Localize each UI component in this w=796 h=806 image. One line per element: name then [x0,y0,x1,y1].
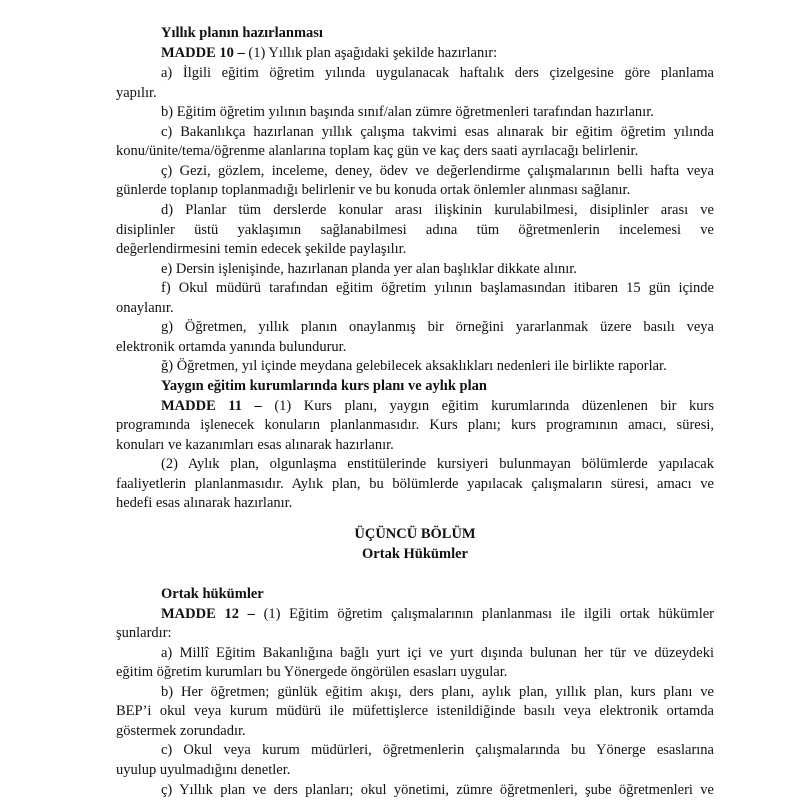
body-text-line: şunlardır: [116,625,172,641]
body-text-line: a) İlgili eğitim öğretim yılında uygulanacak haftalık ders çizelgesine göre planlama [161,65,714,81]
body-text-line: elektronik ortamda yanında bulundurur. [116,339,347,355]
section-heading-line: Ortak Hükümler [362,546,468,562]
body-text-line: ç) Yıllık plan ve ders planları; okul yönetimi, zümre öğretmenleri, şube öğretmenleri ve [161,782,714,798]
body-text-line: ç) Gezi, gözlem, inceleme, deney, ödev ve değerlendirme çalışmalarının belli hafta veya [161,163,714,179]
article-title-line: Ortak hükümler [161,586,264,602]
body-text-line: göstermek zorundadır. [116,723,246,739]
section-heading-line: ÜÇÜNCÜ BÖLÜM [354,526,476,542]
body-text-line: değerlendirmesini temin edecek şekilde paylaşılır. [116,241,407,257]
body-text-line: disiplinler üstü yaklaşımın sağlanabilmesi adına tüm öğretmenlerin incelemesi ve [116,222,714,238]
body-text-line: hedefi esas alınarak hazırlanır. [116,495,293,511]
body-text-line: g) Öğretmen, yıllık planın onaylanmış bir örneğini yararlanmak üzere basılı veya [161,319,714,335]
body-text-line: yapılır. [116,85,157,101]
article-title-line: Yaygın eğitim kurumlarında kurs planı ve aylık plan [161,378,487,394]
body-text-line: e) Dersin işlenişinde, hazırlanan planda yer alan başlıklar dikkate alınır. [161,261,577,277]
body-text-line: faaliyetlerin planlanmasıdır. Aylık plan, bu bölümlerde yapılacak çalışmaların süresi, amacı ve [116,476,714,492]
body-text-line [116,605,714,624]
body-text-line: b) Her öğretmen; günlük eğitim akışı, ders planı, aylık plan, yıllık plan, kurs planı ve [161,684,714,700]
article-number: MADDE 10 – [161,45,249,61]
body-text-line: konuları ve kazanımları esas alınarak hazırlanır. [116,437,394,453]
article-number: MADDE 11 – [161,398,275,414]
body-text-line: eğitim öğretim kurumları bu Yönergede öngörülen esasları uygular. [116,664,508,680]
article-number: MADDE 12 – [161,606,264,622]
body-text-line: ğ) Öğretmen, yıl içinde meydana gelebilecek aksaklıkları nedenleri ile birlikte raporlar. [161,358,667,374]
body-text-line: (2) Aylık plan, olgunlaşma enstitülerinde kursiyeri bulunmayan bölümlerde yapılacak [161,456,714,472]
body-text-line: uyulup uyulmadığını denetler. [116,762,291,778]
article-title-line: Yıllık planın hazırlanması [161,25,323,41]
body-text-line: a) Millî Eğitim Bakanlığına bağlı yurt içi ve yurt dışında bulunan her tür ve düzeydeki [161,645,714,661]
body-text-line: onaylanır. [116,300,174,316]
body-text-line: d) Planlar tüm derslerde konular arası ilişkinin kurulabilmesi, disiplinler arası ve [161,202,714,218]
article-text: (1) Eğitim öğretim çalışmalarının planlanması ile ilgili ortak hükümler [263,606,714,622]
body-text-line: programında işlenecek konuların planlanmasıdır. Kurs planı; kurs programının amacı, süresi, [116,417,714,433]
article-text: (1) Yıllık plan aşağıdaki şekilde hazırlanır: [248,45,498,61]
body-text-line: BEP’i okul veya kurum müdürü ile müfettişlerce istenildiğinde basılı veya elektronik ortamda [116,703,714,719]
body-text-line [116,44,714,63]
body-text-line: günlerde toplanıp toplanmadığı belirlenir ve bu konuda ortak önlemler alınması sağlanır. [116,182,631,198]
body-text-line: f) Okul müdürü tarafından eğitim öğretim yılının başlamasından itibaren 15 gün içinde [161,280,714,296]
body-text-line: b) Eğitim öğretim yılının başında sınıf/alan zümre öğretmenleri tarafından hazırlanır. [161,104,654,120]
body-text-line: konu/ünite/tema/öğrenme alanlarına toplam kaç gün ve kaç ders saati ayrılacağı belirlenir. [116,143,639,159]
body-text-line: c) Bakanlıkça hazırlanan yıllık çalışma takvimi esas alınarak bir eğitim öğretim yılında [161,124,714,140]
body-text-line [116,397,714,416]
body-text-line: c) Okul veya kurum müdürleri, öğretmenlerin çalışmalarında bu Yönerge esaslarına [161,742,714,758]
article-text: (1) Kurs planı, yaygın eğitim kurumlarında düzenlenen bir kurs [274,398,714,414]
